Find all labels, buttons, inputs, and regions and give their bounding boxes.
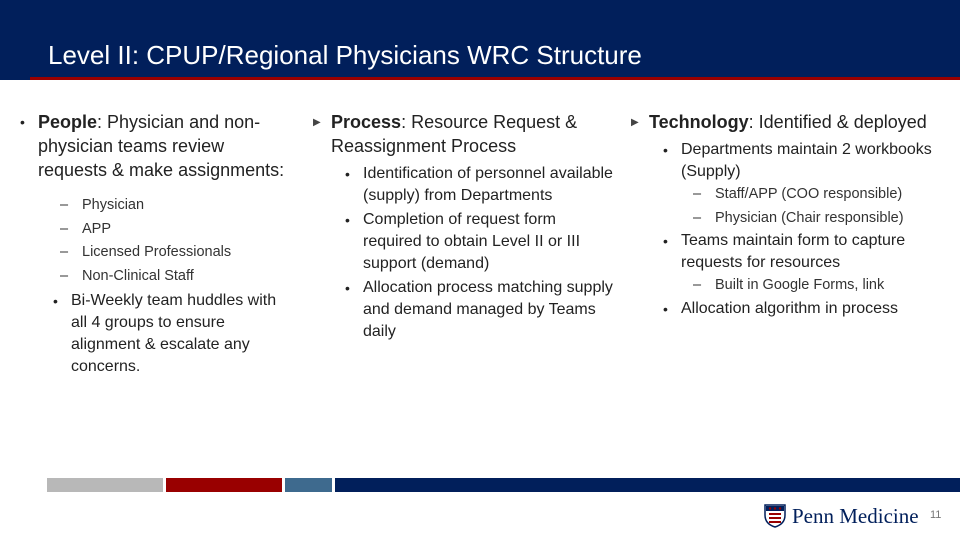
process-bullet — [343, 209, 613, 275]
technology-bullet — [661, 230, 946, 274]
footer-bar-navy — [335, 478, 960, 492]
technology-subitem — [693, 183, 946, 207]
bullet-text: Identification of personnel available (supply) from Departments — [363, 165, 613, 204]
people-label: People — [38, 112, 98, 132]
bullet-text: Bi-Weekly team huddles with all 4 groups to ensure alignment & escalate any concerns. — [71, 292, 277, 375]
footer-bar-red — [166, 478, 282, 492]
footer-bar-blue — [285, 478, 332, 492]
dash-icon: – — [60, 197, 69, 213]
bullet-text: Teams maintain form to capture requests for resources — [681, 232, 906, 271]
technology-heading — [631, 110, 946, 134]
subitem-text: Physician (Chair responsible) — [715, 209, 904, 226]
subitem-text: Physician — [82, 197, 145, 213]
bullet-icon: • — [20, 114, 25, 130]
people-subitem — [60, 265, 290, 289]
bullet-text: Departments maintain 2 workbooks (Supply) — [681, 141, 932, 180]
column-technology — [631, 110, 946, 320]
column-process — [313, 110, 613, 343]
footer-bar-gray — [47, 478, 163, 492]
subitem-text: APP — [82, 220, 112, 237]
dash-icon: – — [693, 209, 702, 226]
technology-label: Technology — [649, 112, 749, 132]
people-text: : Physician and non-physician teams review requests & make assignments: — [38, 112, 285, 180]
technology-subitem — [693, 274, 946, 298]
title-bar — [0, 0, 960, 80]
dash-icon: – — [693, 277, 702, 293]
people-bullet — [51, 290, 290, 378]
people-subitem — [60, 194, 290, 218]
dash-icon: – — [693, 186, 702, 202]
technology-bullet — [661, 139, 946, 183]
dash-icon: – — [60, 267, 69, 284]
triangle-right-icon: ▶ — [631, 117, 639, 128]
technology-text: : Identified & deployed — [748, 112, 927, 132]
subitem-text: Built in Google Forms, link — [715, 277, 885, 293]
bullet-icon: • — [663, 300, 668, 317]
bullet-text: Completion of request form required to obtain Level II or III support (demand) — [363, 211, 581, 272]
process-heading — [313, 110, 613, 158]
process-bullet — [343, 277, 613, 343]
people-subitem — [60, 241, 290, 265]
logo-text: Penn Medicine — [792, 504, 919, 528]
bullet-icon: • — [345, 280, 350, 296]
subitem-text: Licensed Professionals — [82, 244, 232, 260]
slide-title: Level II: CPUP/Regional Physicians WRC Structure — [48, 40, 642, 70]
process-text: : Resource Request & Reassignment Process — [331, 112, 578, 156]
subitem-text: Non-Clinical Staff — [82, 267, 194, 284]
bullet-icon: • — [53, 293, 58, 309]
page-number: 11 — [930, 509, 942, 521]
bullet-icon: • — [663, 142, 668, 158]
subitem-text: Staff/APP (COO responsible) — [715, 186, 903, 202]
people-subitem — [60, 218, 290, 242]
column-people — [20, 110, 290, 378]
technology-bullet — [661, 298, 946, 320]
bullet-text: Allocation algorithm in process — [681, 299, 898, 317]
bullet-icon: • — [345, 166, 350, 182]
dash-icon: – — [60, 244, 69, 260]
bullet-text: Allocation process matching supply and demand managed by Teams daily — [363, 279, 613, 340]
penn-medicine-logo — [764, 503, 919, 529]
shield-icon — [764, 504, 786, 528]
dash-icon: – — [60, 220, 69, 237]
people-heading — [20, 110, 290, 182]
technology-subitem — [693, 207, 946, 231]
process-label: Process — [331, 112, 402, 132]
triangle-right-icon: ▶ — [313, 117, 321, 128]
title-underline — [30, 77, 960, 80]
bullet-icon: • — [663, 233, 668, 249]
process-bullet — [343, 163, 613, 207]
bullet-icon: • — [345, 212, 350, 228]
